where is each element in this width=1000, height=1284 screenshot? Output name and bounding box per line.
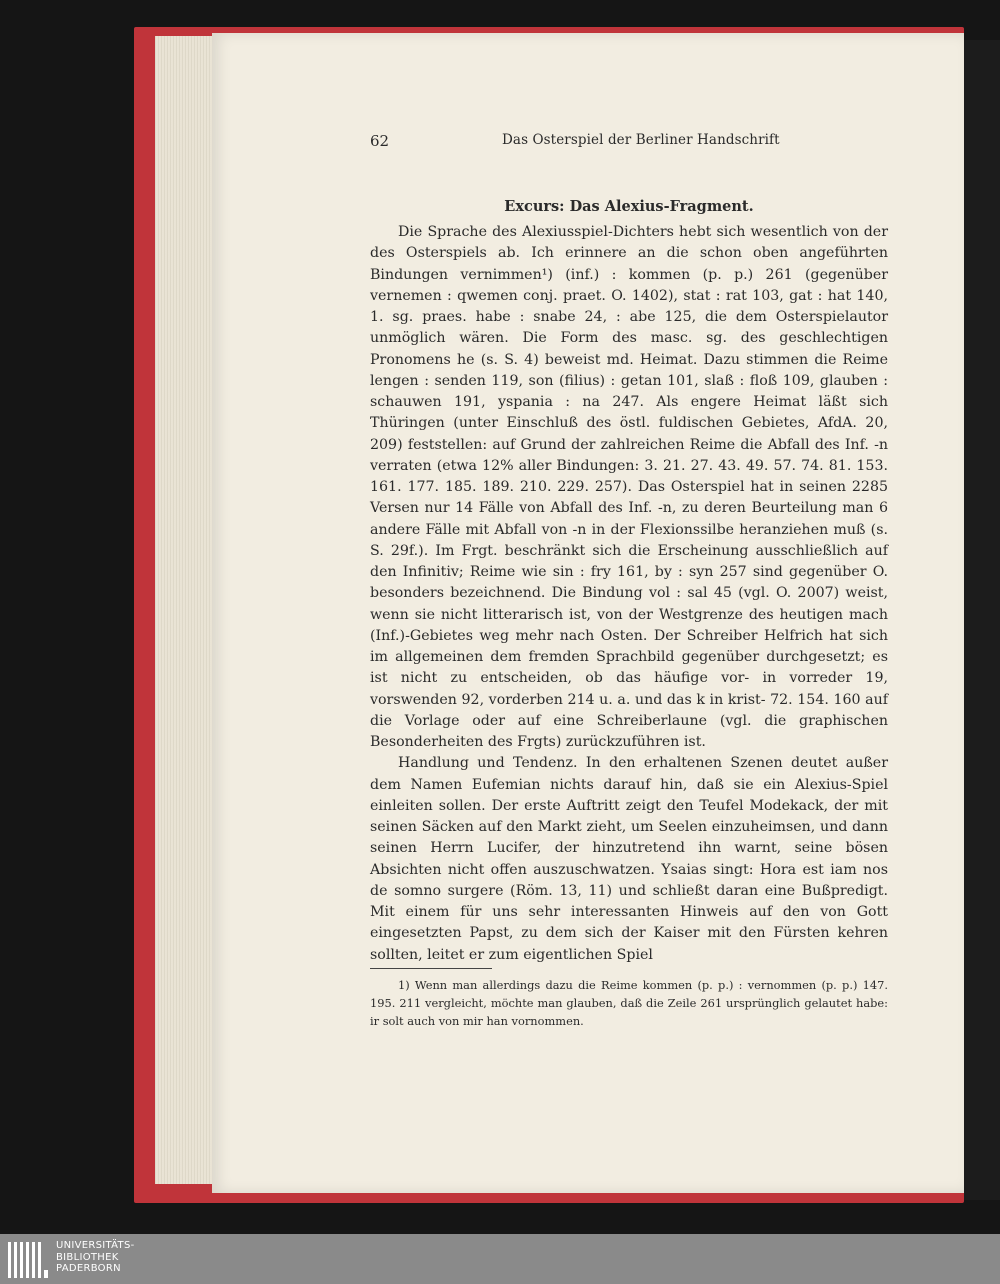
- footnotes: [370, 976, 888, 1030]
- library-name: [56, 1240, 135, 1275]
- library-logo-icon: [6, 1238, 50, 1282]
- running-title: Das Osterspiel der Berliner Handschrift: [502, 132, 780, 148]
- paragraph: Handlung und Tendenz. In den erhaltenen Szenen deutet außer dem Namen Eufemian nichts darauf hin, daß sie ein Alexius-Spiel einleiten sollen. Der erste Auftritt zeigt den Teufel Modekack, der mit seinen Säcken auf den Markt zieht, um Seelen einzuheimsen, und dann seinen Herrn Lucifer, der hinzutretend ihn warnt, seine bösen Absichten nicht offen auszuschwatzen. Ysaias singt: Hora est iam nos de somno surgere (Röm. 13, 11) und schließt daran eine Bußpredigt. Mit einem für uns sehr interessanten Hinweis auf den von Gott eingesetzten Papst, zu dem sich der Kaiser mit den Fürsten kehren sollten, leitet er zum eigentlichen Spiel: [370, 755, 888, 963]
- library-name-line: PADERBORN: [56, 1263, 121, 1274]
- library-bar: [0, 1234, 1000, 1284]
- library-name-line: BIBLIOTHEK: [56, 1251, 119, 1263]
- background-strip: [964, 40, 1000, 1200]
- footnote: 1) Wenn man allerdings dazu die Reime kommen (p. p.) : vernommen (p. p.) 147. 195. 211 vergleicht, möchte man glauben, daß die Zeile 261 ursprünglich gelautet habe: ir solt auch von mir han vornommen.: [370, 978, 888, 1028]
- page-number: 62: [370, 132, 390, 150]
- running-head: [370, 132, 890, 152]
- section-heading: Excurs: Das Alexius-Fragment.: [504, 198, 754, 215]
- paragraph: Die Sprache des Alexiusspiel-Dichters hebt sich wesentlich von der des Osterspiels ab. Ich erinnere an die schon oben angeführten Bindungen vernimmen¹) (inf.) : kommen (p. p.) 261 (gegenüber vernemen : qwemen conj. praet. O. 1402), stat : rat 103, gat : hat 140, 1. sg. praes. habe : snabe 24, : abe 125, die dem Osterspielautor unmöglich wären. Die Form des masc. sg. des geschlechtigen Pronomens he (s. S. 4) beweist md. Heimat. Dazu stimmen die Reime lengen : senden 119, son (filius) : getan 101, slaß : floß 109, glauben : schauwen 191, yspania : na 247. Als engere Heimat läßt sich Thüringen (unter Einschluß des östl. fuldischen Gebietes, AfdA. 20, 209) feststellen: auf Grund der zahlreichen Reime die Abfall des Inf. -n verraten (etwa 12% aller Bindungen: 3. 21. 27. 43. 49. 57. 74. 81. 153. 161. 177. 185. 189. 210. 229. 257). Das Osterspiel hat in seinen 2285 Versen nur 14 Fälle von Abfall des Inf. -n, zu deren Beurteilung man 6 andere Fälle mit Abfall von -n in der Flexionssilbe heranziehen muß (s. S. 29f.). Im Frgt. beschränkt sich die Erscheinung ausschließlich auf den Infinitiv; Reime wie sin : fry 161, by : syn 257 sind gegenüber O. besonders bezeichnend. Die Bindung vol : sal 45 (vgl. O. 2007) weist, wenn sie nicht litterarisch ist, von der Westgrenze des heutigen mach (Inf.)-Gebietes weg mehr nach Osten. Der Schreiber Helfrich hat sich im allgemeinen dem fremden Sprachbild gegenüber durchgesetzt; es ist nicht zu entscheiden, ob das häufige vor- in vorreder 19, vorswenden 92, vorderben 214 u. a. und das k in krist- 72. 154. 160 auf die Vorlage oder auf eine Schreiberlaune (vgl. die graphischen Besonderheiten des Frgts) zurückzuführen ist.: [370, 224, 888, 750]
- footnote-rule: [370, 968, 492, 969]
- page-edges: [155, 36, 215, 1184]
- body-text: [370, 222, 888, 966]
- library-name-line: UNIVERSITÄTS-: [56, 1240, 135, 1251]
